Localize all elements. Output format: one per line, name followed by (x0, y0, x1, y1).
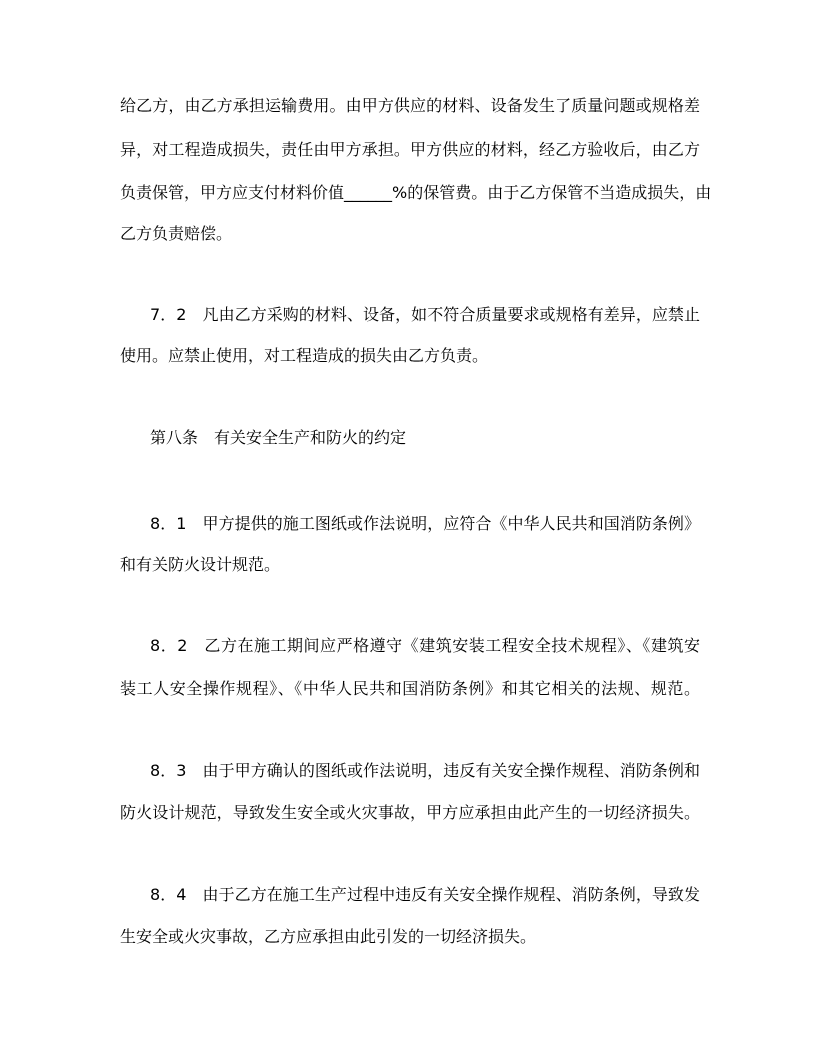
clause-7-2-line: 使用。应禁止使用，对工程造成的损失由乙方负责。 (120, 346, 489, 365)
clause-8-2-line: 装工人安全操作规程》、《中华人民共和国消防条例》和其它相关的法规、规范。 (120, 679, 700, 698)
clause-7-2-line: 7．2 凡由乙方采购的材料、设备，如不符合质量要求或规格有差异，应禁止 (150, 305, 700, 324)
clause-8-4-line: 生安全或火灾事故，乙方应承担由此引发的一切经济损失。 (120, 927, 537, 946)
paragraph-line: 乙方负责赔偿。 (120, 224, 233, 243)
clause-8-3-line: 防火设计规范，导致发生安全或火灾事故，甲方应承担由此产生的一切经济损失。 (120, 803, 700, 822)
clause-8-1-line: 和有关防火设计规范。 (120, 555, 281, 574)
paragraph-line: 异，对工程造成损失，责任由甲方承担。甲方供应的材料，经乙方验收后，由乙方 (120, 140, 700, 159)
article-8-heading: 第八条 有关安全生产和防火的约定 (150, 428, 407, 447)
paragraph-line: 负责保管，甲方应支付材料价值______%的保管费。由于乙方保管不当造成损失，由 (120, 183, 712, 202)
clause-8-3-line: 8．3 由于甲方确认的图纸或作法说明，违反有关安全操作规程、消防条例和 (150, 761, 700, 780)
clause-8-1-line: 8．1 甲方提供的施工图纸或作法说明，应符合《中华人民共和国消防条例》 (150, 514, 700, 533)
clause-8-4-line: 8．4 由于乙方在施工生产过程中违反有关安全操作规程、消防条例，导致发 (150, 885, 700, 904)
clause-8-2-line: 8．2 乙方在施工期间应严格遵守《建筑安装工程安全技术规程》、《建筑安 (150, 636, 700, 655)
paragraph-line: 给乙方，由乙方承担运输费用。由甲方供应的材料、设备发生了质量问题或规格差 (120, 96, 700, 115)
